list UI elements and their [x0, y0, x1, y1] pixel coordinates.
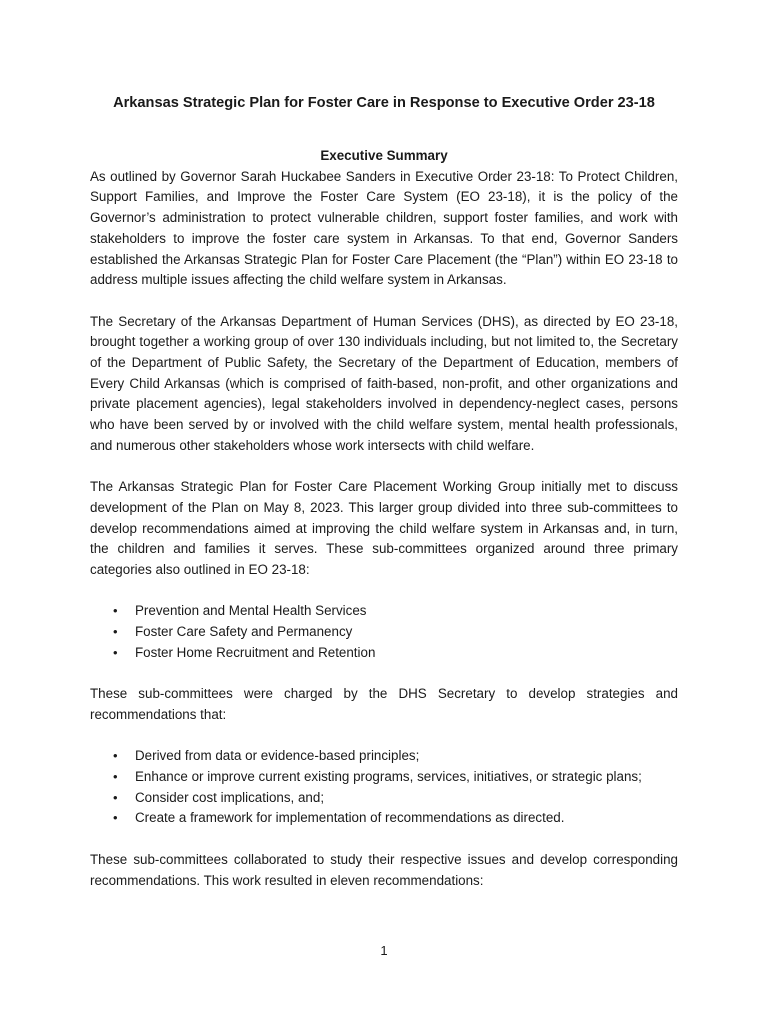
list-item [90, 643, 678, 664]
list-item-text: Derived from data or evidence-based principles; [135, 748, 420, 764]
paragraph-recommendations: These sub-committees collaborated to study their respective issues and develop corresponding recommendations. This work resulted in eleven recommendations: [90, 851, 678, 888]
list-item-text: Enhance or improve current existing programs, services, initiatives, or strategic plans; [135, 769, 642, 785]
document-page [90, 93, 678, 891]
list-item-text: Consider cost implications, and; [135, 789, 325, 805]
list-item-text: Prevention and Mental Health Services [135, 603, 367, 619]
list-item [90, 767, 678, 788]
criteria-list [90, 746, 678, 829]
bullet-icon: • [113, 748, 118, 764]
section-heading-executive-summary: Executive Summary [320, 148, 448, 163]
bullet-icon: • [113, 810, 118, 826]
bullet-icon: • [113, 644, 118, 660]
list-item [90, 622, 678, 643]
paragraph-sub-committees: The Arkansas Strategic Plan for Foster Care Placement Working Group initially met to discuss development of the Plan on May 8, 2023. This larger group divided into three sub-committees to develop recommendations aimed at improving the child welfare system in Arkansas and, in turn, the children and families it serves. These sub-committees organized around three primary categories also outlined in EO 23-18: [90, 479, 678, 578]
list-item-text: Foster Care Safety and Permanency [135, 624, 353, 640]
list-item [90, 746, 678, 767]
paragraph-working-group: The Secretary of the Arkansas Department of Human Services (DHS), as directed by EO 23-18, brought together a working group of over 130 individuals including, but not limited to, the Secretary of the Department of Public Safety, the Secretary of the Department of Education, members of Every Child Arkansas (which is comprised of faith-based, non-profit, and other organizations and private placement agencies), legal stakeholders involved in dependency-neglect cases, persons who have been served by or involved with the child welfare system, mental health professionals, and numerous other stakeholders whose work intersects with child welfare. [90, 313, 678, 453]
list-item-text: Foster Home Recruitment and Retention [135, 644, 376, 660]
document-title: Arkansas Strategic Plan for Foster Care in Response to Executive Order 23-18 [113, 95, 655, 111]
bullet-icon: • [113, 769, 118, 785]
bullet-icon: • [113, 789, 118, 805]
bullet-icon: • [113, 603, 118, 619]
categories-list [90, 601, 678, 663]
list-item-text: Create a framework for implementation of recommendations as directed. [135, 810, 565, 826]
paragraph-intro: As outlined by Governor Sarah Huckabee Sanders in Executive Order 23-18: To Protect Children, Support Families, and Improve the Foster Care System (EO 23-18), it is the policy of the Governor’s administration to protect vulnerable children, support foster families, and work with stakeholders to improve the foster care system in Arkansas. To that end, Governor Sanders established the Arkansas Strategic Plan for Foster Care Placement (the “Plan”) within EO 23-18 to address multiple issues affecting the child welfare system in Arkansas. [90, 168, 678, 288]
bullet-icon: • [113, 624, 118, 640]
paragraph-charge: These sub-committees were charged by the DHS Secretary to develop strategies and recommendations that: [90, 686, 678, 722]
list-item [90, 808, 678, 829]
list-item [90, 788, 678, 809]
list-item [90, 601, 678, 622]
page-number: 1 [380, 943, 388, 958]
